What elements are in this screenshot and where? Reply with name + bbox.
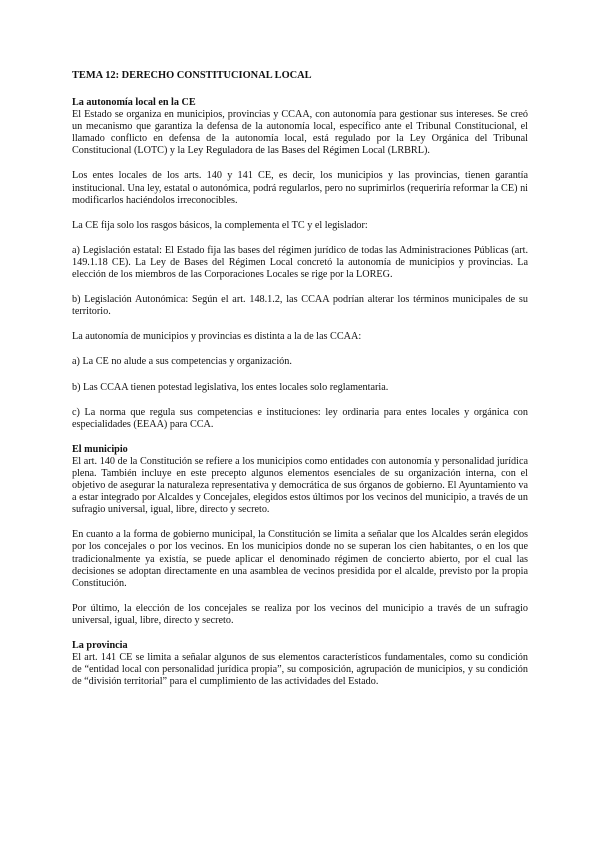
paragraph: La CE fija solo los rasgos básicos, la complementa el TC y el legislador: (72, 219, 368, 231)
section-heading: El municipio (72, 443, 128, 455)
section-autonomia (72, 97, 528, 431)
paragraph: El Estado se organiza en municipios, provincias y CCAA, con autonomía para gestionar sus intereses. Se creó un mecanismo que garantiza la defensa de la autonomía local, específico ante el Tribunal Constitucional, el llamado conflicto en defensa de la autonomía local, está regulado por la Ley Orgánica del Tribunal Constitucional (LOTC) y la Ley Reguladora de las Bases del Régimen Local (LRBRL). (72, 109, 528, 157)
section-municipio (72, 444, 528, 627)
list-item: a) La CE no alude a sus competencias y organización. (72, 356, 292, 368)
paragraph: En cuanto a la forma de gobierno municipal, la Constitución se limita a señalar que los Alcaldes serán elegidos por los concejales o por los vecinos. En los municipios donde no se superan los cien habitantes, o en los que tradicionalmente ya existía, se puede aplicar el denominado régimen de concierto abierto, por el cual las decisiones se adoptan directamente en una asamblea de vecinos presidida por el alcalde, previsto por la propia Constitución. (72, 529, 528, 589)
list-item: b) Las CCAA tienen potestad legislativa, los entes locales solo reglamentaria. (72, 381, 389, 393)
paragraph: Los entes locales de los arts. 140 y 141 CE, es decir, los municipios y las provincias, tienen garantía institucional. Una ley, estatal o autonómica, podrá regularlos, pero no suprimirlos (requeriría reformar la CE) ni modificarlos haciéndolos irreconocibles. (72, 170, 528, 206)
document-title: TEMA 12: DERECHO CONSTITUCIONAL LOCAL (72, 70, 312, 81)
paragraph: La autonomía de municipios y provincias es distinta a la de las CCAA: (72, 331, 362, 343)
paragraph: b) Legislación Autonómica: Según el art. 148.1.2, las CCAA podrían alterar los términos municipales de su territorio. (72, 294, 528, 318)
section-provincia (72, 640, 528, 688)
paragraph: El art. 141 CE se limita a señalar algunos de sus elementos característicos fundamentales, como su condición de “entidad local con personalidad jurídica propia”, su composición, agrupación de municipios, y su condición de “división territorial” para el cumplimiento de las actividades del Estado. (72, 652, 528, 688)
paragraph: a) Legislación estatal: El Estado fija las bases del régimen jurídico de todas las Administraciones Públicas (art. 149.1.18 CE). La Ley de Bases del Régimen Local concretó la autonomía de municipios y provincias. La elección de los miembros de las Corporaciones Locales se rige por la LOREG. (72, 244, 528, 281)
paragraph: El art. 140 de la Constitución se refiere a los municipios como entidades con autonomía y personalidad jurídica plena. También incluye en este precepto algunos elementos esenciales de su organización interna, con el objetivo de asegurar la naturaleza representativa y democrática de sus órganos de gobierno. El Ayuntamiento va a estar integrado por Alcaldes y Concejales, elegidos estos últimos por los vecinos del municipio, a través de un sufragio universal, igual, libre, directo y secreto. (72, 455, 528, 516)
list-item: c) La norma que regula sus competencias e instituciones: ley ordinaria para entes locales y orgánica con especialidades (EEAA) para CCA. (72, 406, 528, 430)
section-heading: La provincia (72, 640, 128, 651)
document-page (72, 70, 528, 688)
paragraph: Por último, la elección de los concejales se realiza por los vecinos del municipio a través de un sufragio universal, igual, libre, directo y secreto. (72, 602, 528, 626)
section-heading: La autonomía local en la CE (72, 97, 196, 108)
